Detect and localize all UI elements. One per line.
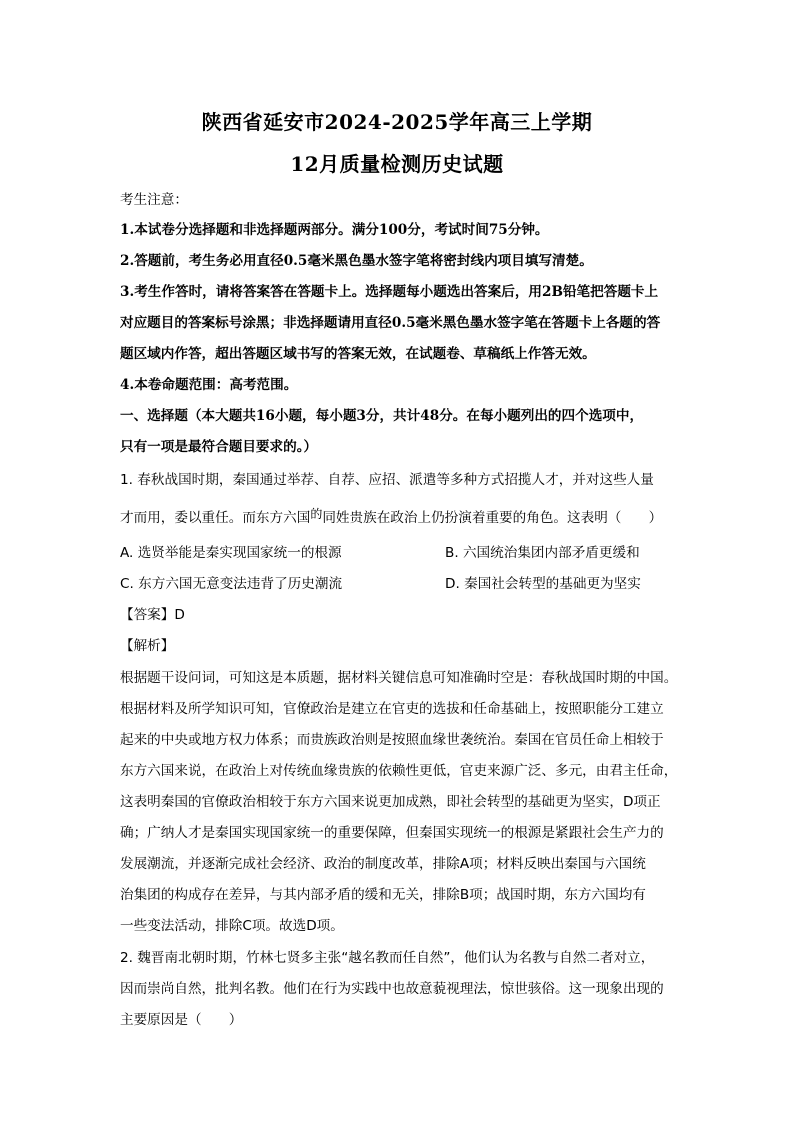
q1-analysis-line: 根据题干设问词，可知这是本质题，据材料关键信息可知准确时空是：春秋战国时期的中国。 bbox=[120, 670, 678, 686]
notice-item: 题区域内作答，超出答题区域书写的答案无效，在试题卷、草稿纸上作答无效。 bbox=[120, 346, 596, 362]
q1-analysis-heading: 【解析】 bbox=[120, 638, 175, 654]
notice-item: 4.本卷命题范围：高考范围。 bbox=[120, 377, 298, 393]
q1-analysis-line: 一些变法活动，排除C项。故选D项。 bbox=[120, 918, 344, 934]
q1-analysis-line: 根据材料及所学知识可知，官僚政治是建立在官吏的选拔和任命基础上，按照职能分工建立 bbox=[120, 701, 664, 717]
q1-option-a: A. 选贤举能是秦实现国家统一的根源 bbox=[120, 545, 342, 561]
q1-analysis-line: 起来的中央或地方权力体系；而贵族政治则是按照血缘世袭统治。秦国在官员任命上相较于 bbox=[120, 732, 664, 748]
q1-analysis-line: 这表明秦国的官僚政治相较于东方六国来说更加成熟，即社会转型的基础更为坚实，D项正 bbox=[120, 794, 661, 810]
q2-stem-line: 因而崇尚自然，批判名教。他们在行为实践中也故意藐视理法，惊世骇俗。这一现象出现的 bbox=[120, 981, 664, 997]
q1-stem-text: 才而用，委以重任。而东方六国 bbox=[120, 510, 311, 526]
q1-analysis-line: 治集团的构成存在差异，与其内部矛盾的缓和无关，排除B项；战国时期，东方六国均有 bbox=[120, 887, 646, 903]
q2-stem-line: 主要原因是（ ） bbox=[120, 1012, 243, 1028]
q1-option-d: D. 秦国社会转型的基础更为坚实 bbox=[445, 576, 641, 592]
notice-item: 2.答题前，考生务必用直径0.5毫米黑色墨水签字笔将密封线内项目填写清楚。 bbox=[120, 253, 593, 269]
q1-stem-line: 1. 春秋战国时期，秦国通过举荐、自荐、应招、派遣等多种方式招揽人才，并对这些人量 bbox=[120, 472, 654, 488]
q1-analysis-line: 发展潮流，并逐渐完成社会经济、政治的制度改革，排除A项；材料反映出秦国与六国统 bbox=[120, 856, 646, 872]
notice-heading: 考生注意： bbox=[120, 192, 188, 208]
section-heading-cont: 只有一项是最符合题目要求的。） bbox=[120, 439, 318, 455]
q1-stem-small-char: 的 bbox=[310, 507, 323, 521]
q1-analysis-line: 东方六国来说，在政治上对传统血缘贵族的依赖性更低，官吏来源广泛、多元，由君主任命， bbox=[120, 763, 678, 779]
notice-item: 1.本试卷分选择题和非选择题两部分。满分100分，考试时间75分钟。 bbox=[120, 222, 549, 238]
document-title-line1: 陕西省延安市2024-2025学年高三上学期 bbox=[201, 110, 593, 134]
notice-item: 对应题目的答案标号涂黑；非选择题请用直径0.5毫米黑色墨水签字笔在答题卡上各题的答 bbox=[120, 315, 661, 331]
section-heading: 一、选择题（本大题共16小题，每小题3分，共计48分。在每小题列出的四个选项中， bbox=[120, 408, 644, 424]
q1-option-c: C. 东方六国无意变法违背了历史潮流 bbox=[120, 576, 343, 592]
q2-stem-line: 2. 魏晋南北朝时期，竹林七贤多主张“越名教而任自然”，他们认为名教与自然二者对立， bbox=[120, 950, 655, 966]
q1-option-b: B. 六国统治集团内部矛盾更缓和 bbox=[445, 545, 640, 561]
notice-item: 3.考生作答时，请将答案答在答题卡上。选择题每小题选出答案后，用2B铅笔把答题卡上 bbox=[120, 284, 659, 300]
document-title-line2: 12月质量检测历史试题 bbox=[290, 152, 504, 176]
q1-stem-line bbox=[120, 505, 662, 526]
q1-answer: 【答案】D bbox=[120, 607, 185, 623]
q1-analysis-line: 确；广纳人才是秦国实现国家统一的重要保障，但秦国实现统一的根源是紧跟社会生产力的 bbox=[120, 825, 664, 841]
q1-stem-text: 同姓贵族在政治上仍扮演着重要的角色。这表明（ ） bbox=[322, 510, 663, 526]
